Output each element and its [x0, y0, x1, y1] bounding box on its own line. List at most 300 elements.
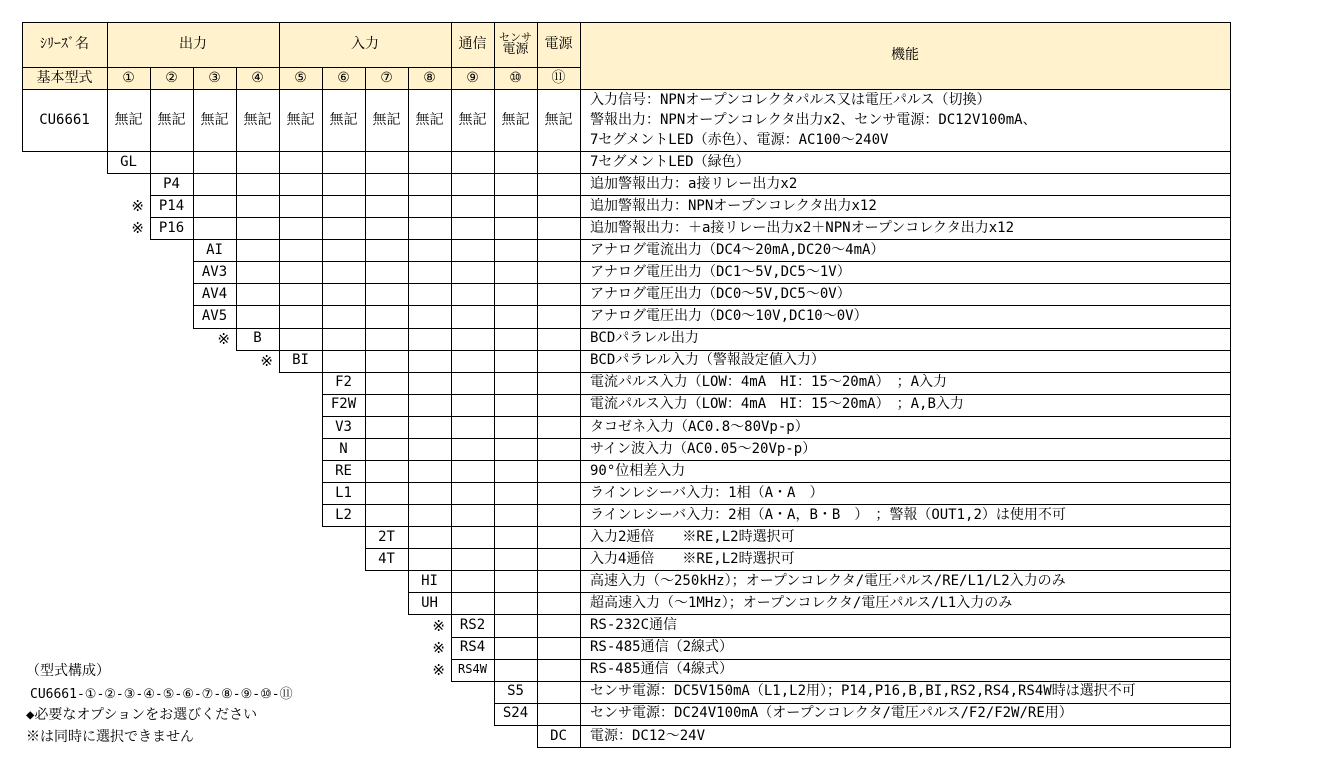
- grid-line: [537, 89, 538, 152]
- grid-line: [365, 394, 366, 417]
- grid-line: [1230, 438, 1231, 461]
- option-function: タコゼネ入力（AC0.8～80Vp-p）: [590, 418, 809, 435]
- grid-line: [279, 350, 280, 373]
- exclusive-mark: ※: [260, 351, 273, 370]
- grid-line: [1230, 592, 1231, 615]
- grid-line: [451, 350, 452, 373]
- option-function: RS-485通信（4線式）: [590, 661, 734, 678]
- empty-cell: [408, 283, 451, 305]
- empty-cell: [451, 350, 494, 372]
- empty-cell: [494, 526, 537, 548]
- option-default: 無記: [372, 111, 401, 128]
- grid-line: [494, 89, 495, 152]
- grid-line: [494, 504, 495, 527]
- grid-line: [279, 239, 280, 262]
- grid-line: [236, 67, 237, 90]
- grid-line: [494, 67, 495, 90]
- grid-line: [322, 305, 323, 329]
- grid-line: [494, 328, 495, 351]
- empty-cell: [451, 416, 494, 438]
- header-input-group: 入力: [279, 22, 451, 67]
- grid-line: [1230, 614, 1231, 638]
- grid-line: [322, 328, 323, 351]
- grid-line: [365, 460, 366, 483]
- grid-line: [236, 173, 237, 196]
- grid-line: [537, 504, 538, 527]
- option-code: AV4: [201, 286, 228, 303]
- empty-cell: [494, 350, 537, 372]
- option-default: 無記: [329, 111, 358, 128]
- option-code: RS2: [459, 617, 486, 634]
- header-sensor-power-label: 電源: [502, 42, 529, 58]
- option-default: 無記: [286, 111, 315, 128]
- grid-line: [580, 614, 581, 638]
- option-code: P14: [158, 197, 185, 214]
- grid-line: [365, 151, 366, 174]
- grid-line: [580, 659, 581, 682]
- header-option-number: ⑧: [408, 67, 451, 89]
- empty-cell: [537, 482, 580, 504]
- empty-cell: [494, 504, 537, 526]
- empty-cell: [279, 261, 322, 283]
- option-code: RS4: [459, 639, 486, 656]
- option-code: AI: [206, 241, 223, 258]
- empty-cell: [494, 239, 537, 261]
- empty-cell: [279, 305, 322, 327]
- empty-cell: [408, 372, 451, 394]
- grid-line: [365, 283, 366, 306]
- grid-line: [365, 261, 366, 284]
- empty-cell: [365, 482, 408, 504]
- empty-cell: [408, 548, 451, 570]
- grid-line: [1230, 350, 1231, 373]
- grid-line: [537, 637, 538, 660]
- grid-line: [451, 482, 452, 505]
- empty-cell: [193, 173, 236, 195]
- base-function-line: 7セグメントLED（赤色）、電源：AC100～240V: [590, 132, 889, 148]
- empty-cell: [451, 305, 494, 327]
- option-code: AV3: [201, 264, 228, 281]
- grid-line: [1230, 195, 1231, 218]
- grid-line: [537, 747, 1231, 748]
- header-option-number: ⑥: [322, 67, 365, 89]
- grid-line: [22, 22, 1231, 23]
- grid-line: [279, 328, 280, 351]
- empty-cell: [494, 173, 537, 195]
- empty-cell: [451, 239, 494, 261]
- notes-title: （型式構成）: [26, 663, 110, 679]
- option-function: 電流パルス入力（LOW：4mA HI：15～20mA） ；A入力: [590, 374, 948, 391]
- option-default: 無記: [458, 111, 487, 128]
- empty-cell: [537, 703, 580, 725]
- grid-line: [451, 460, 452, 483]
- option-code: P4: [163, 175, 180, 192]
- exclusive-mark: ※: [432, 660, 445, 679]
- grid-line: [279, 283, 280, 306]
- option-code: P16: [158, 219, 185, 236]
- empty-cell: [451, 328, 494, 350]
- grid-line: [1230, 89, 1231, 152]
- option-function: ラインレシーバ入力：2相（A・A，B・B ） ；警報（OUT1,2）は使用不可: [590, 506, 1066, 523]
- grid-line: [494, 482, 495, 505]
- empty-cell: [365, 283, 408, 305]
- grid-line: [322, 283, 323, 306]
- grid-line: [494, 372, 495, 395]
- empty-cell: [494, 659, 537, 681]
- grid-line: [1230, 681, 1231, 704]
- grid-line: [537, 438, 538, 461]
- empty-cell: [279, 195, 322, 217]
- grid-line: [22, 67, 581, 68]
- empty-cell: [451, 438, 494, 460]
- grid-line: [408, 89, 409, 152]
- empty-cell: [408, 261, 451, 283]
- grid-line: [1230, 460, 1231, 483]
- grid-line: [322, 217, 323, 240]
- empty-cell: [322, 261, 365, 283]
- grid-line: [365, 372, 366, 395]
- grid-line: [451, 416, 452, 439]
- grid-line: [580, 217, 581, 240]
- grid-line: [537, 217, 538, 240]
- option-code: F2: [335, 374, 352, 391]
- empty-cell: [451, 548, 494, 570]
- empty-cell: [494, 438, 537, 460]
- empty-cell: [365, 460, 408, 482]
- grid-line: [494, 283, 495, 306]
- header-option-number: ⑩: [494, 67, 537, 89]
- empty-cell: [365, 438, 408, 460]
- grid-line: [236, 89, 237, 152]
- grid-line: [408, 239, 409, 262]
- empty-cell: [537, 592, 580, 614]
- empty-cell: [193, 217, 236, 239]
- empty-cell: [365, 261, 408, 283]
- option-code: L2: [335, 506, 352, 523]
- grid-line: [322, 89, 323, 152]
- grid-line: [580, 681, 581, 704]
- grid-line: [408, 350, 409, 373]
- empty-cell: [365, 305, 408, 327]
- empty-cell: [537, 548, 580, 570]
- grid-line: [580, 372, 581, 395]
- grid-line: [236, 195, 237, 218]
- grid-line: [451, 151, 452, 174]
- grid-line: [365, 328, 366, 351]
- option-code: RS4W: [458, 662, 487, 677]
- grid-line: [1230, 283, 1231, 306]
- empty-cell: [494, 394, 537, 416]
- grid-line: [193, 89, 194, 152]
- grid-line: [279, 217, 280, 240]
- empty-cell: [494, 637, 537, 659]
- empty-cell: [322, 328, 365, 350]
- grid-line: [193, 283, 194, 306]
- grid-line: [494, 394, 495, 417]
- grid-line: [1230, 261, 1231, 284]
- empty-cell: [537, 350, 580, 372]
- grid-line: [193, 67, 194, 90]
- empty-cell: [537, 438, 580, 460]
- empty-cell: [408, 350, 451, 372]
- empty-cell: [451, 394, 494, 416]
- grid-line: [150, 67, 151, 90]
- grid-line: [322, 173, 323, 196]
- option-default: 無記: [114, 111, 143, 128]
- grid-line: [365, 350, 366, 373]
- option-function: アナログ電圧出力（DC0～10V,DC10～0V）: [590, 308, 868, 325]
- grid-line: [107, 22, 108, 90]
- grid-line: [408, 328, 409, 351]
- option-function: 追加警報出力：NPNオープンコレクタ出力x12: [590, 197, 877, 214]
- grid-line: [236, 261, 237, 284]
- empty-cell: [494, 195, 537, 217]
- option-function: 入力4逓倍 ※RE,L2時選択可: [590, 550, 795, 567]
- empty-cell: [494, 305, 537, 327]
- grid-line: [193, 173, 194, 196]
- grid-line: [537, 548, 538, 571]
- header-series-name: ｼﾘｰｽﾞ名: [22, 22, 107, 67]
- empty-cell: [451, 261, 494, 283]
- header-comm-group: 通信: [451, 22, 494, 67]
- grid-line: [494, 548, 495, 571]
- grid-line: [494, 217, 495, 240]
- notes-exclusive: ※は同時に選択できません: [26, 729, 194, 745]
- empty-cell: [365, 394, 408, 416]
- grid-line: [494, 350, 495, 373]
- option-function: センサ電源：DC5V150mA（L1,L2用）；P14,P16,B,BI,RS2,RS4,RS4W時は選択不可: [590, 683, 1136, 700]
- grid-line: [451, 659, 452, 682]
- option-code: S24: [502, 705, 529, 722]
- empty-cell: [236, 283, 279, 305]
- grid-line: [279, 89, 280, 152]
- grid-line: [580, 548, 581, 571]
- notes-required-options: ◆必要なオプションをお選びください: [26, 707, 258, 723]
- grid-line: [451, 504, 452, 527]
- grid-line: [193, 195, 194, 218]
- grid-line: [408, 217, 409, 240]
- grid-line: [322, 67, 323, 90]
- option-default: 無記: [501, 111, 530, 128]
- grid-line: [1230, 637, 1231, 660]
- option-function: 高速入力（～250kHz）；オープンコレクタ/電圧パルス/RE/L1/L2入力のみ: [590, 573, 1066, 590]
- grid-line: [1230, 151, 1231, 174]
- grid-line: [494, 703, 495, 726]
- grid-line: [322, 504, 323, 527]
- empty-cell: [408, 328, 451, 350]
- empty-cell: [451, 195, 494, 217]
- grid-line: [451, 526, 452, 549]
- grid-line: [580, 151, 581, 174]
- grid-line: [537, 239, 538, 262]
- grid-line: [580, 725, 581, 748]
- grid-line: [451, 372, 452, 395]
- grid-line: [580, 283, 581, 306]
- grid-line: [150, 89, 151, 152]
- grid-line: [451, 394, 452, 417]
- grid-line: [365, 305, 366, 329]
- option-function: 7セグメントLED（緑色）: [590, 153, 750, 170]
- option-function: 電源：DC12～24V: [590, 727, 706, 744]
- grid-line: [193, 239, 194, 262]
- empty-cell: [537, 460, 580, 482]
- option-default: 無記: [243, 111, 272, 128]
- empty-cell: [537, 681, 580, 703]
- empty-cell: [408, 416, 451, 438]
- grid-line: [322, 195, 323, 218]
- grid-line: [451, 614, 452, 638]
- option-default: 無記: [200, 111, 229, 128]
- empty-cell: [322, 283, 365, 305]
- grid-line: [365, 504, 366, 527]
- empty-cell: [537, 173, 580, 195]
- header-option-number: ⑦: [365, 67, 408, 89]
- grid-line: [365, 217, 366, 240]
- grid-line: [451, 239, 452, 262]
- grid-line: [1230, 328, 1231, 351]
- grid-line: [580, 239, 581, 262]
- empty-cell: [236, 217, 279, 239]
- header-option-number: ⑨: [451, 67, 494, 89]
- grid-line: [322, 239, 323, 262]
- empty-cell: [236, 195, 279, 217]
- grid-line: [408, 394, 409, 417]
- empty-cell: [322, 151, 365, 173]
- grid-line: [494, 239, 495, 262]
- grid-line: [537, 261, 538, 284]
- empty-cell: [279, 217, 322, 239]
- grid-line: [1230, 703, 1231, 726]
- option-function: 追加警報出力：a接リレー出力x2: [590, 175, 798, 192]
- grid-line: [451, 570, 452, 593]
- grid-line: [1230, 305, 1231, 329]
- exclusive-mark: ※: [432, 616, 445, 635]
- grid-line: [494, 416, 495, 439]
- option-function: 電流パルス入力（LOW：4mA HI：15～20mA） ；A,B入力: [590, 396, 964, 413]
- empty-cell: [236, 151, 279, 173]
- empty-cell: [322, 173, 365, 195]
- grid-line: [537, 394, 538, 417]
- grid-line: [451, 305, 452, 329]
- exclusive-mark: ※: [131, 197, 144, 216]
- grid-line: [580, 526, 581, 549]
- empty-cell: [408, 305, 451, 327]
- grid-line: [494, 173, 495, 196]
- empty-cell: [236, 173, 279, 195]
- empty-cell: [494, 151, 537, 173]
- grid-line: [580, 22, 581, 90]
- option-code: DC: [550, 727, 567, 744]
- grid-line: [537, 703, 538, 726]
- empty-cell: [279, 239, 322, 261]
- empty-cell: [451, 482, 494, 504]
- grid-line: [408, 438, 409, 461]
- empty-cell: [494, 460, 537, 482]
- empty-cell: [408, 173, 451, 195]
- empty-cell: [279, 173, 322, 195]
- grid-line: [365, 67, 366, 90]
- grid-line: [580, 460, 581, 483]
- empty-cell: [494, 328, 537, 350]
- header-function: 機能: [580, 22, 1230, 89]
- model-format: CU6661-①-②-③-④-⑤-⑥-⑦-⑧-⑨-⑩-⑪: [30, 687, 293, 702]
- empty-cell: [494, 570, 537, 592]
- grid-line: [408, 372, 409, 395]
- grid-line: [193, 217, 194, 240]
- option-code: L1: [335, 484, 352, 501]
- option-function: アナログ電流出力（DC4～20mA,DC20～4mA）: [590, 241, 885, 258]
- grid-line: [408, 570, 409, 593]
- empty-cell: [537, 659, 580, 681]
- empty-cell: [193, 195, 236, 217]
- grid-line: [365, 438, 366, 461]
- grid-line: [365, 89, 366, 152]
- grid-line: [494, 195, 495, 218]
- grid-line: [580, 350, 581, 373]
- empty-cell: [193, 151, 236, 173]
- grid-line: [150, 217, 151, 240]
- grid-line: [537, 416, 538, 439]
- empty-cell: [365, 217, 408, 239]
- grid-line: [580, 394, 581, 417]
- grid-line: [494, 438, 495, 461]
- empty-cell: [494, 217, 537, 239]
- option-code: V3: [335, 418, 352, 435]
- grid-line: [451, 438, 452, 461]
- grid-line: [494, 637, 495, 660]
- grid-line: [1230, 22, 1231, 90]
- grid-line: [236, 328, 237, 351]
- empty-cell: [322, 305, 365, 327]
- grid-line: [537, 526, 538, 549]
- empty-cell: [365, 504, 408, 526]
- empty-cell: [365, 372, 408, 394]
- empty-cell: [451, 504, 494, 526]
- empty-cell: [365, 350, 408, 372]
- option-default: 無記: [544, 111, 573, 128]
- option-code: S5: [507, 683, 524, 700]
- base-function-line: 入力信号：NPNオープンコレクタパルス又は電圧パルス（切換）: [590, 92, 991, 108]
- base-function: [580, 89, 1230, 151]
- grid-line: [580, 89, 581, 152]
- option-function: アナログ電圧出力（DC1～5V,DC5～1V）: [590, 264, 851, 281]
- empty-cell: [279, 151, 322, 173]
- grid-line: [1230, 504, 1231, 527]
- empty-cell: [494, 372, 537, 394]
- grid-line: [365, 173, 366, 196]
- empty-cell: [408, 239, 451, 261]
- option-function: BCDパラレル出力: [590, 330, 699, 347]
- empty-cell: [279, 283, 322, 305]
- empty-cell: [537, 637, 580, 659]
- grid-line: [580, 173, 581, 196]
- grid-line: [279, 261, 280, 284]
- grid-line: [494, 460, 495, 483]
- grid-line: [537, 350, 538, 373]
- grid-line: [494, 592, 495, 615]
- grid-line: [322, 460, 323, 483]
- option-function: 追加警報出力：＋a接リレー出力x2＋NPNオープンコレクタ出力x12: [590, 219, 1015, 236]
- grid-line: [365, 548, 366, 571]
- header-sensor-power-group: [494, 22, 537, 67]
- grid-line: [279, 195, 280, 218]
- grid-line: [580, 504, 581, 527]
- option-function: 入力2逓倍 ※RE,L2時選択可: [590, 528, 795, 545]
- grid-line: [193, 151, 194, 174]
- header-option-number: ②: [150, 67, 193, 89]
- option-function: BCDパラレル入力（警報設定値入力）: [590, 352, 825, 369]
- option-code: AV5: [201, 308, 228, 325]
